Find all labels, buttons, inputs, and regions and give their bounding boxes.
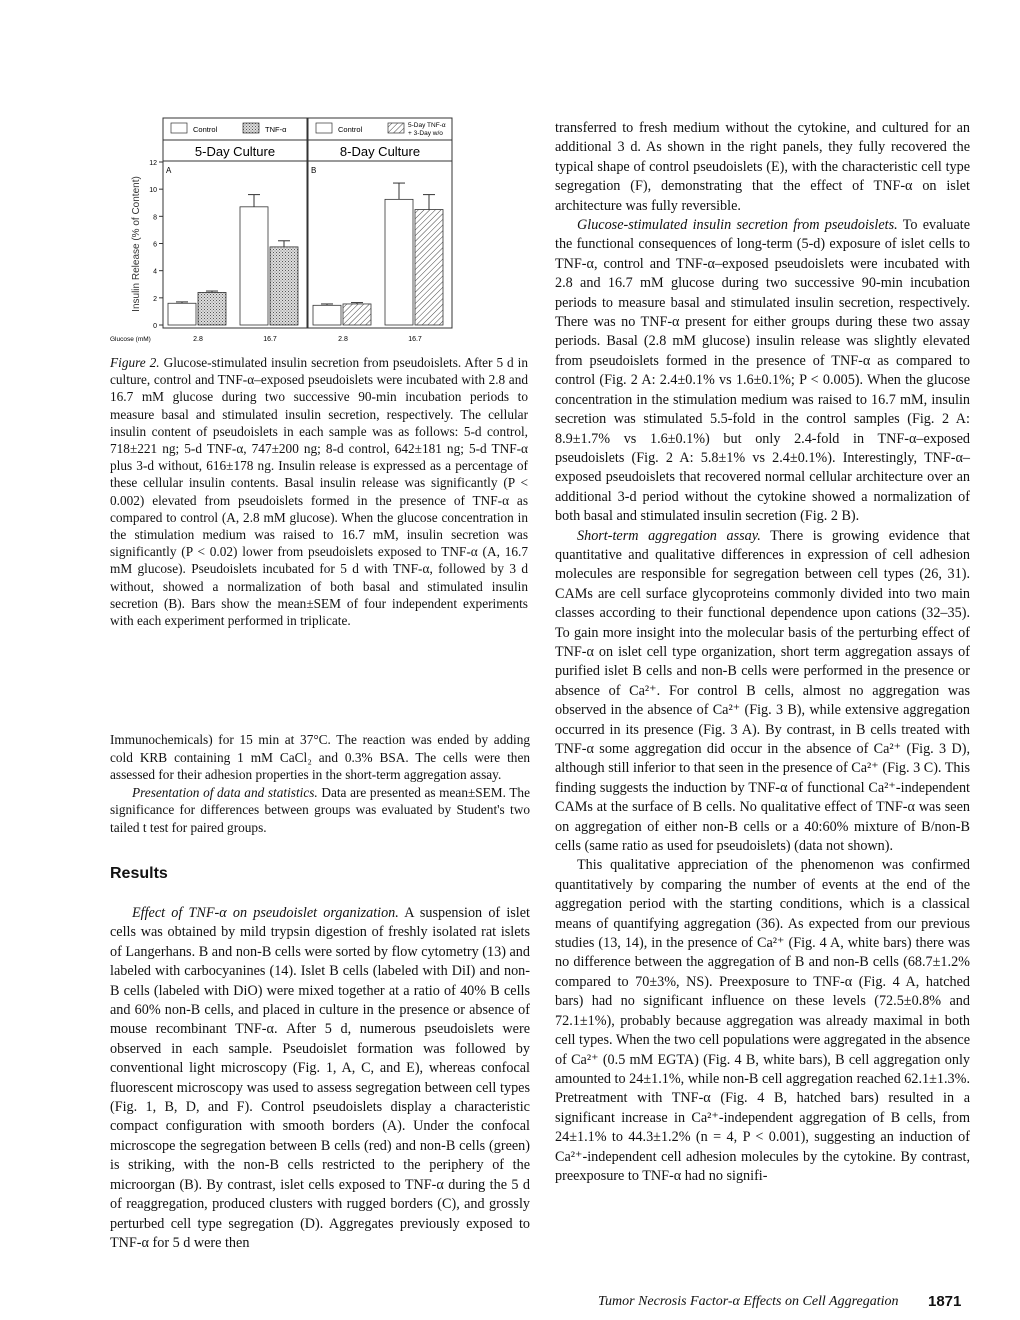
page-number: 1871	[928, 1293, 962, 1310]
legend-label: TNF-α	[265, 125, 287, 134]
results-text	[110, 904, 530, 1253]
paragraph-text: A suspension of islet cells was obtained by mild trypsin digestion of freshly isolated rat islets of Langerhans. B and non-B cells were sorted by flow cytometry (13) and labeled with carbocyanines (14). Islet B cells (labeled with DiI) and non-B cells (labeled with DiO) were mixed together at a ratio of 40% B cells and 60% non-B cells, and placed in culture in the presence or absence of mouse recombinant TNF-α. After 5 d, numerous pseudoislets were observed in each sample. Pseudoislet formation was followed by conventional light microscopy (Fig. 1, A, C, and E), whereas confocal fluorescent microscopy was used to assess segregation between cell types (Fig. 1, B, D, and F). Control pseudoislets display a characteristic compact configuration with smooth borders (A). Under the confocal microscope the segregation between B cells (red) and non-B cells (green) is striking, with the non-B cells restricted to the periphery of the microorgan (B). By contrast, islet cells exposed to TNF-α during the 5 d of reaggregation, produced clusters with rugged borders (C), and grossly perturbed cell type segregation (D). Aggregates previously exposed to TNF-α for 5 d were then	[110, 905, 530, 1251]
legend-label: Control	[338, 125, 363, 134]
paragraph-lead: Short-term aggregation assay.	[577, 527, 761, 544]
bar-A-stipple-2.8	[198, 292, 226, 325]
section-heading-results: Results	[110, 865, 168, 882]
methods-text	[110, 731, 530, 837]
y-tick-label: 8	[153, 214, 157, 222]
running-title: Tumor Necrosis Factor-α Effects on Cell Aggregation	[598, 1294, 899, 1309]
paragraph: Immunochemicals) for 15 min at 37°C. The reaction was ended by adding cold KRB containing 1 mM CaCl₂ and 0.3% BSA. The cells were then assessed for their adhesion properties in the short-term aggregation assay.	[110, 732, 530, 783]
paragraph	[110, 904, 530, 1253]
bar-B-hatched-2.8	[343, 304, 371, 325]
paragraph-text: There is growing evidence that quantitative and qualitative differences in expression of cell adhesion molecules are responsible for segregation between cell types (26, 31). CAMs are cell surface glycoproteins commonly divided into two main classes according to their functional dependence upon cations (32–35). To gain more insight into the molecular basis of the perturbing effect of TNF-α on islet cell type organization, short term aggregation assays of purified islet B cells and non-B cells were performed in the presence or absence of Ca²⁺. For control B cells, almost no aggregation was observed in the absence of Ca²⁺ (Fig. 3 B), while extensive aggregation occurred in its presence (Fig. 3 A). By contrast, in B cells treated with TNF-α some aggregation did occur in the absence of Ca²⁺ (Fig. 3 D), although still inferior to that seen in the presence of Ca²⁺ (Fig. 3 C). This finding suggests the induction by TNF-α of functional Ca²⁺-independent CAMs at the surface of B cells. No qualitative effect of TNF-α was seen on aggregation of either non-B cells or a 40:60% mixture of B/non-B cells (same ratio as used for pseudoislets) (data not shown).	[555, 527, 970, 855]
y-tick-label: 4	[153, 268, 157, 276]
caption-text: Glucose-stimulated insulin secretion from pseudoislets. After 5 d in culture, control and TNF-α–exposed pseudoislets were incubated with 2.8 and 16.7 mM glucose during two successive 90-min incubation periods to measure basal and stimulated insulin secretion, respectively. The cellular insulin content of pseudoislets in each sample was as follows: 5-d control, 718±221 ng; 5-d TNF-α, 747±200 ng; 8-d control, 642±181 ng; 5-d TNF-α plus 3-d without, 616±178 ng. Insulin release is expressed as a percentage of these cellular insulin contents. Basal insulin release was significantly (P < 0.002) elevated from pseudoislets formed in the presence of TNF-α as compared to control (A, 2.8 mM glucose). When the glucose concentration in the stimulation medium was raised to 16.7 mM, insulin secretion was significantly (P < 0.02) lower from pseudoislets exposed to TNF-α (A, 16.7 mM glucose). Pseudoislets incubated for 5 d with TNF-α, followed by 3 d without, showed a normalization of both basal and stimulated insulin secretion (B). Bars show the mean±SEM of four independent experiments with each experiment performed in triplicate.	[110, 355, 528, 629]
right-column-text	[555, 119, 970, 1186]
y-axis-label: Insulin Release (% of Content)	[131, 176, 142, 312]
x-axis-label: Glucose (mM)	[110, 336, 151, 343]
paragraph	[555, 216, 970, 527]
y-tick-label: 6	[153, 241, 157, 249]
legend-swatch	[388, 123, 404, 133]
paragraph-lead: Presentation of data and statistics.	[132, 784, 318, 800]
legend-label: + 3-Day w/o	[408, 130, 443, 137]
x-tick-label: 2.8	[193, 336, 203, 343]
caption-label: Figure 2.	[110, 355, 160, 370]
bar-B-open-2.8	[313, 305, 341, 325]
legend-label: Control	[193, 125, 218, 134]
bar-A-open-2.8	[168, 303, 196, 325]
y-tick-label: 2	[153, 295, 157, 303]
paragraph-text: To evaluate the functional consequences of long-term (5-d) exposure of islet cells to TNF-α, control and TNF-α–exposed pseudoislets were incubated with 2.8 and 16.7 mM glucose during two successive 90-min incubation periods to measure basal and stimulated insulin secretion, respectively. There was no TNF-α present for either groups during these two assay periods. Basal (2.8 mM glucose) insulin release was slightly elevated from pseudoislets formed in the presence of TNF-α as compared to control (Fig. 2 A: 2.4±0.1% vs 1.6±0.1%; P < 0.005). When the glucose concentration in the stimulation medium was raised to 16.7 mM, insulin secretion was stimulated 5.5-fold in the control samples (Fig. 2 A: 8.9±1.7% vs 1.6±0.1%) but only 2.4-fold in TNF-α–exposed pseudoislets (Fig. 2 A: 5.8±1% vs 2.4±0.1%). Interestingly, TNF-α–exposed pseudoislets that recovered normal cellular architecture over an additional 3-d period without the cytokine showed a normalization of both basal and stimulated insulin secretion (Fig. 2 B).	[555, 217, 970, 525]
paragraph-lead: Glucose-stimulated insulin secretion from pseudoislets.	[577, 217, 898, 234]
legend-swatch	[171, 123, 187, 133]
paragraph-lead: Effect of TNF-α on pseudoislet organization.	[132, 905, 399, 921]
paragraph	[555, 527, 970, 857]
panel-letter: A	[166, 166, 172, 175]
bar-B-hatched-16.7	[415, 210, 443, 325]
legend-swatch	[316, 123, 332, 133]
x-tick-label: 16.7	[408, 336, 422, 343]
bar-B-open-16.7	[385, 199, 413, 325]
legend-label: 5-Day TNF-α	[408, 122, 446, 129]
paragraph: transferred to fresh medium without the cytokine, and cultured for an additional 3 d. As shown in the right panels, they fully recovered the typical shape of control pseudoislets (E), with the characteristic cell type segregation (F), demonstrating that the effect of TNF-α on islet architecture was fully reversible.	[555, 120, 970, 214]
bar-A-stipple-16.7	[270, 247, 298, 325]
x-tick-label: 2.8	[338, 336, 348, 343]
y-tick-label: 0	[153, 323, 157, 330]
paragraph	[110, 784, 530, 837]
figure-caption	[110, 354, 528, 629]
panel-letter: B	[311, 166, 317, 175]
panel-title: 5-Day Culture	[194, 144, 276, 159]
paragraph: This qualitative appreciation of the phenomenon was confirmed quantitatively by comparing the number of events at the end of the aggregation period with the starting conditions, which is a classical means of quantifying aggregation (36). As expected from our previous studies (13, 14), in the presence of Ca²⁺ (Fig. 4 A, white bars) there was no difference between the aggregation of B and non-B cells (68.7±1.2% compared to 70±3%, NS). Preexposure to TNF-α (Fig. 4 A, hatched bars) had no significant influence on these levels (72.5±0.8% and 72.1±1%), probably because aggregation was already maximal in both cell types. When the two cell populations were aggregated in the absence of Ca²⁺ (0.5 mM EGTA) (Fig. 4 B, white bars), B cell aggregation only amounted to 24±1.1%, while non-B cell aggregation reached 62.1±1.3%. Pretreatment with TNF-α (Fig. 4 B, hatched bars) resulted in a significant increase in Ca²⁺-independent aggregation of B cells, from 24±1.1% to 44.3±1.2% (n = 4, P < 0.001), suggesting an induction of Ca²⁺-independent cell adhesion molecules by the cytokine. By contrast, preexposure to TNF-α had no signifi-	[555, 857, 970, 1184]
y-tick-label: 10	[149, 187, 157, 195]
panel-title: 8-Day Culture	[339, 144, 421, 159]
legend-swatch	[243, 123, 259, 133]
x-tick-label: 16.7	[263, 336, 277, 343]
bar-A-open-16.7	[240, 207, 268, 325]
paragraph-text: Data are presented as mean±SEM. The significance for differences between groups was evaluated by Student's two tailed t test for paired groups.	[110, 784, 530, 835]
y-tick-label: 12	[149, 160, 157, 167]
